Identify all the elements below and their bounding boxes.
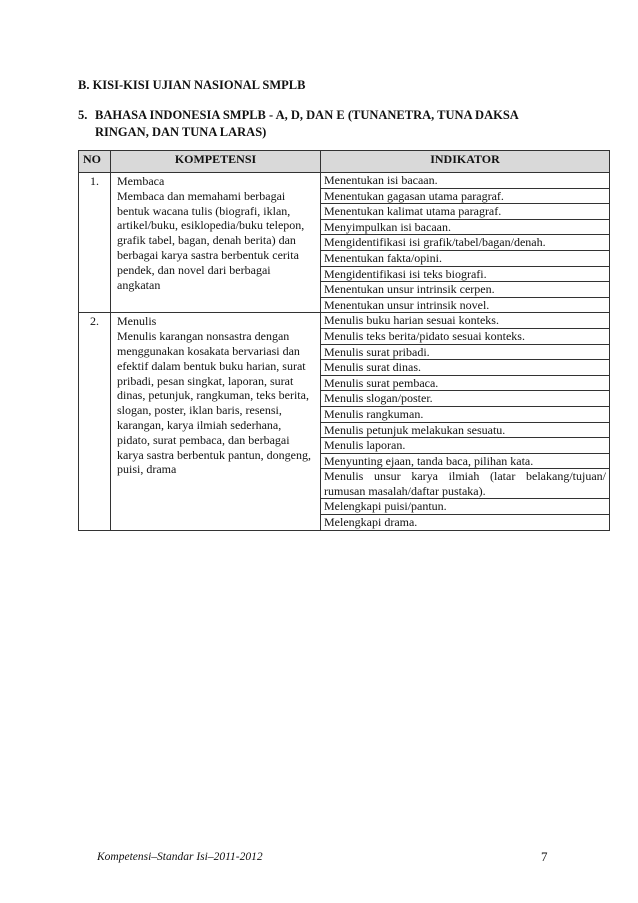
- subject-heading-line2: [78, 124, 266, 141]
- header-kompetensi: KOMPETENSI: [111, 151, 321, 173]
- indikator-cell: Menentukan isi bacaan.: [321, 173, 610, 189]
- indikator-cell: Menulis petunjuk melakukan sesuatu.: [321, 422, 610, 438]
- indikator-cell: Menentukan kalimat utama paragraf.: [321, 204, 610, 220]
- indikator-cell: Mengidentifikasi isi grafik/tabel/bagan/denah.: [321, 235, 610, 251]
- table-row: [79, 313, 610, 329]
- indikator-cell: Menulis teks berita/pidato sesuai konteks.: [321, 328, 610, 344]
- kisi-kisi-table: [78, 150, 610, 531]
- indikator-cell: Melengkapi drama.: [321, 515, 610, 531]
- indikator-cell: Menyunting ejaan, tanda baca, pilihan kata.: [321, 453, 610, 469]
- row-number: 1.: [79, 173, 111, 313]
- table-row: [79, 173, 610, 189]
- subject-title-line2: RINGAN, DAN TUNA LARAS): [95, 125, 267, 139]
- indikator-cell: Menyimpulkan isi bacaan.: [321, 219, 610, 235]
- table-header-row: [79, 151, 610, 173]
- subject-heading: [78, 107, 519, 124]
- indikator-cell: Menulis rangkuman.: [321, 406, 610, 422]
- subject-title-line1: BAHASA INDONESIA SMPLB - A, D, DAN E (TUNANETRA, TUNA DAKSA: [95, 108, 519, 122]
- subject-number: 5.: [78, 108, 88, 122]
- kompetensi-title: Menulis: [117, 314, 157, 329]
- header-indikator: INDIKATOR: [321, 151, 610, 173]
- indikator-cell: Mengidentifikasi isi teks biografi.: [321, 266, 610, 282]
- page-number: 7: [541, 849, 548, 864]
- row-number: 2.: [79, 313, 111, 530]
- indikator-cell: Menulis surat pribadi.: [321, 344, 610, 360]
- section-heading: B. KISI-KISI UJIAN NASIONAL SMPLB: [78, 78, 306, 92]
- indikator-cell: Menulis surat pembaca.: [321, 375, 610, 391]
- kompetensi-title: Membaca: [117, 174, 165, 188]
- kompetensi-description: Menulis karangan nonsastra dengan menggunakan kosakata bervariasi dan efektif dalam bentuk buku harian, surat pribadi, pesan singkat, laporan, surat dinas, petunjuk, rangkuman, teks berita, slogan, poster, iklan baris, resensi, karangan, karya ilmiah sederhana, pidato, surat pembaca, dan berbagai karya sastra berbentuk pantun, dongeng, puisi, drama: [117, 329, 311, 477]
- footer-title: Kompetensi–Standar Isi–2011-2012: [97, 851, 263, 863]
- kompetensi-cell: [111, 173, 321, 313]
- indikator-cell: Melengkapi puisi/pantun.: [321, 499, 610, 515]
- indikator-cell: Menulis unsur karya ilmiah (latar belakang/tujuan/ rumusan masalah/daftar pustaka).: [321, 469, 610, 499]
- indikator-cell: Menentukan fakta/opini.: [321, 250, 610, 266]
- kompetensi-cell: [111, 313, 321, 530]
- kompetensi-description: Membaca dan memahami berbagai bentuk wacana tulis (biografi, iklan, artikel/buku, esiklopedia/buku telepon, grafik tabel, bagan, denah berita) dan berbagai karya sastra berbentuk cerita pendek, dan novel dari berbagai angkatan: [117, 188, 305, 292]
- indikator-cell: Menentukan unsur intrinsik cerpen.: [321, 282, 610, 298]
- indikator-cell: Menentukan unsur intrinsik novel.: [321, 297, 610, 313]
- indikator-cell: Menentukan gagasan utama paragraf.: [321, 188, 610, 204]
- indikator-cell: Menulis laporan.: [321, 438, 610, 454]
- header-no: NO: [79, 151, 111, 173]
- indikator-cell: Menulis buku harian sesuai konteks.: [321, 313, 610, 329]
- indikator-cell: Menulis surat dinas.: [321, 360, 610, 376]
- indikator-cell: Menulis slogan/poster.: [321, 391, 610, 407]
